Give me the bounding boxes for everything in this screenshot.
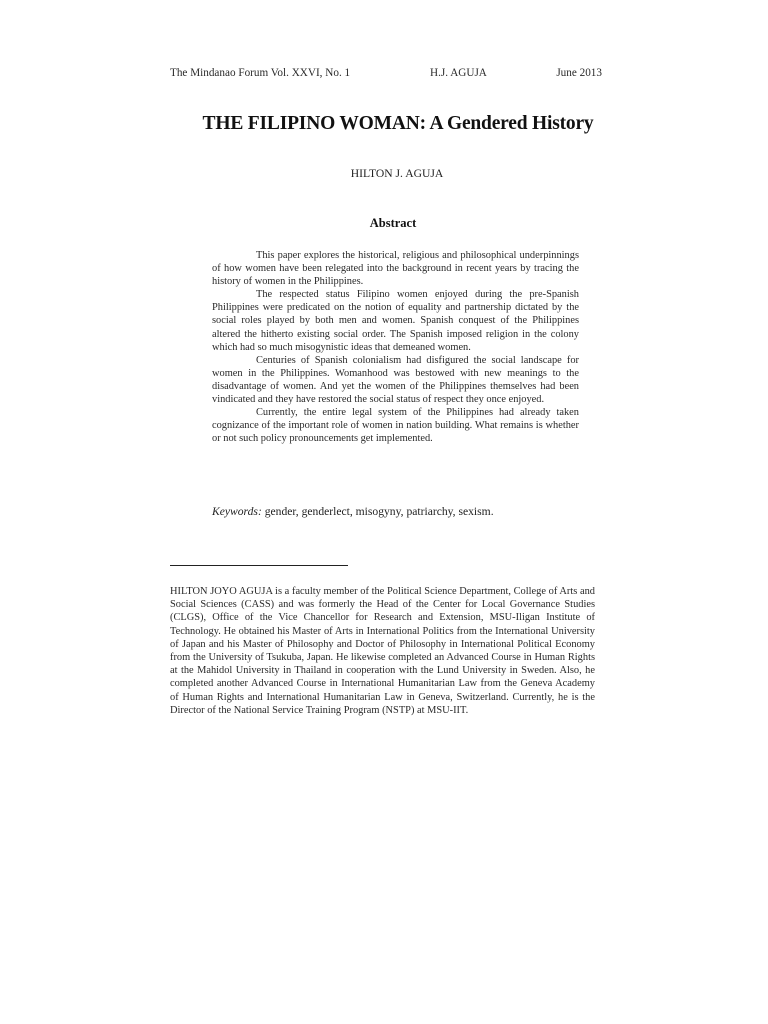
keywords-terms: gender, genderlect, misogyny, patriarchy, sexism. (264, 505, 494, 518)
keywords-label: Keywords: (212, 505, 262, 518)
author-footnote: HILTON JOYO AGUJA is a faculty member of the Political Science Department, College of Arts and Social Sciences (CASS) and was formerly the Head of the Center for Local Governance Studies (CLGS), Office of the Vice Chancellor for Research and Extension, MSU-Iligan Institute of Technology. He obtained his Master of Arts in International Politics from the International University of Japan and his Master of Philosophy and Doctor of Philosophy in International Political Economy from the University of Tsukuba, Japan. He likewise completed an Advanced Course in Human Rights at the Mahidol University in Thailand in cooperation with the Lund University in Sweden. Also, he completed another Advanced Course in International Humanitarian Law from the Geneva Academy of Human Rights and International Humanitarian Law in Geneva, Switzerland. Currently, he is the Director of the National Service Training Program (NSTP) at MSU-IIT. (170, 586, 595, 716)
running-header (170, 66, 602, 80)
running-header-author: H.J. AGUJA (430, 67, 487, 79)
keywords-line (212, 504, 592, 519)
paper-title: THE FILIPINO WOMAN: A Gendered History (202, 113, 594, 134)
abstract-paragraph: This paper explores the historical, religious and philosophical underpinnings of how women have been relegated into the background in recent years by tracing the history of women in the Philippines. (212, 250, 579, 288)
abstract-heading: Abstract (369, 216, 417, 230)
paper-author: HILTON J. AGUJA (350, 167, 444, 180)
running-header-date: June 2013 (556, 67, 602, 79)
abstract-paragraph: Centuries of Spanish colonialism had disfigured the social landscape for women in the Philippines. Womanhood was bestowed with new meanings to the disadvantage of women. And yet the women of the Philippines themselves had been vindicated and they have restored the social status of respect they once enjoyed. (212, 354, 579, 406)
abstract-paragraph: Currently, the entire legal system of the Philippines had already taken cognizance of the important role of women in nation building. What remains is whether or not such policy pronouncements get implemented. (212, 407, 579, 445)
running-header-journal: The Mindanao Forum Vol. XXVI, No. 1 (170, 67, 351, 79)
abstract-paragraph: The respected status Filipino women enjoyed during the pre-Spanish Philippines were predicated on the notion of equality and partnership dictated by the social roles played by both men and women. Spanish conquest of the Philippines altered the hitherto existing social order. The Spanish imposed religion in the colony which had so much misogynistic ideas that demeaned women. (212, 289, 579, 353)
footnote-divider (170, 565, 348, 566)
abstract-body (212, 249, 579, 445)
